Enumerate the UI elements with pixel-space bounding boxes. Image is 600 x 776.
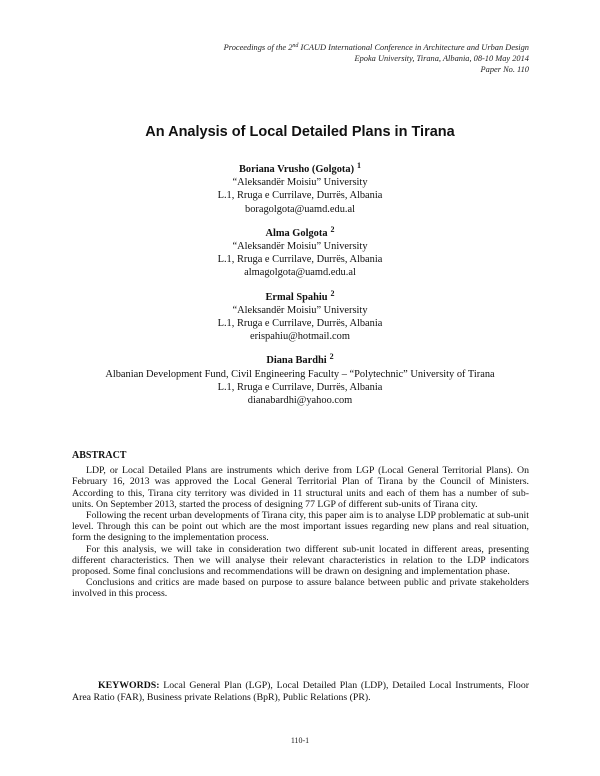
abstract-paragraph: LDP, or Local Detailed Plans are instruments which derive from LGP (Local General Territorial Plans). On February 16, 2013 was approved the Local General Territorial Plan of Tirana by the Council of Ministers. According to this, Tirana city territory was divided in 11 structural units and each of them has a number of sub-units. On September 2013, started the process of designing 77 LGP of different sub-units of Tirana city. — [72, 465, 529, 510]
author-email: almagolgota@uamd.edu.al — [244, 267, 356, 279]
keywords-label: KEYWORDS: — [98, 680, 160, 691]
author-address: L.1, Rruga e Currilave, Durrës, Albania — [217, 254, 383, 266]
header-line-2: Epoka University, Tirana, Albania, 08-10 May 2014 — [354, 54, 529, 63]
author-email: erispahiu@hotmail.com — [250, 331, 350, 343]
author-address: L.1, Rruga e Currilave, Durrës, Albania — [217, 318, 383, 330]
author-affiliation: “Aleksandër Moisiu” University — [232, 177, 368, 189]
author-affiliation-mark: 2 — [330, 288, 335, 298]
author-name: Ermal Spahiu $^2$ — [265, 288, 335, 303]
author-affiliation-mark: 2 — [330, 224, 335, 234]
author-affiliation: “Aleksandër Moisiu” University — [232, 241, 368, 253]
author-affiliation-mark: 2 — [329, 352, 334, 362]
author-name: Diana Bardhi $^2$ — [266, 352, 334, 367]
header-line-3: Paper No. 110 — [480, 65, 529, 74]
author-address: L.1, Rruga e Currilave, Durrës, Albania — [217, 190, 383, 202]
author-email: boragolgota@uamd.edu.al — [245, 203, 355, 215]
page-number: 110-1 — [290, 736, 310, 745]
header-superscript: nd — [292, 43, 299, 49]
author-block — [0, 288, 600, 344]
abstract-paragraph: Following the recent urban developments of Tirana city, this paper aim is to analyse LDP problematic at sub-unit level. Through this can be point out which are the most important issues regarding new plans and real situation, form the designing to the implementation process. — [72, 510, 529, 544]
author-name: Boriana Vrusho (Golgota) $^1$ — [238, 161, 362, 175]
author-address: L.1, Rruga e Currilave, Durrës, Albania — [217, 381, 383, 393]
abstract-paragraph: For this analysis, we will take in consideration two different sub-unit located in different areas, presenting different characteristics. Then we will analyse their relevant characteristics in relation to the LDP indicators proposed. Some final conclusions and recommendations will be drawn on designing and implementation phase. — [72, 543, 529, 578]
header-line-1: Proceedings of the 2nd ICAUD International Conference in Architecture and Urban Design — [223, 43, 529, 52]
keywords-text: Local General Plan (LGP), Local Detailed Plan (LDP), Detailed Local Instruments, Floor Area Ratio (FAR), Business private Relations (BpR), Public Relations (PR). — [72, 680, 529, 703]
abstract-section — [72, 450, 529, 600]
author-block — [0, 163, 600, 216]
keywords-section — [72, 680, 529, 704]
author-email: dianabardhi@yahoo.com — [247, 395, 353, 407]
author-affiliation: “Aleksandër Moisiu” University — [232, 304, 368, 316]
proceedings-header — [99, 42, 529, 75]
paper-title: An Analysis of Local Detailed Plans in Tirana — [145, 124, 455, 140]
author-block — [0, 354, 600, 407]
abstract-paragraph: Conclusions and critics are made based on purpose to assure balance between public and private stakeholders involved in this process. — [72, 577, 529, 600]
abstract-heading: ABSTRACT — [72, 450, 127, 461]
author-list — [0, 163, 600, 418]
author-affiliation-mark: 1 — [357, 161, 362, 170]
author-name: Alma Golgota $^2$ — [265, 224, 335, 239]
author-affiliation: Albanian Development Fund, Civil Engineering Faculty – “Polytechnic” University of Tirana — [105, 368, 495, 380]
author-block — [0, 224, 600, 280]
